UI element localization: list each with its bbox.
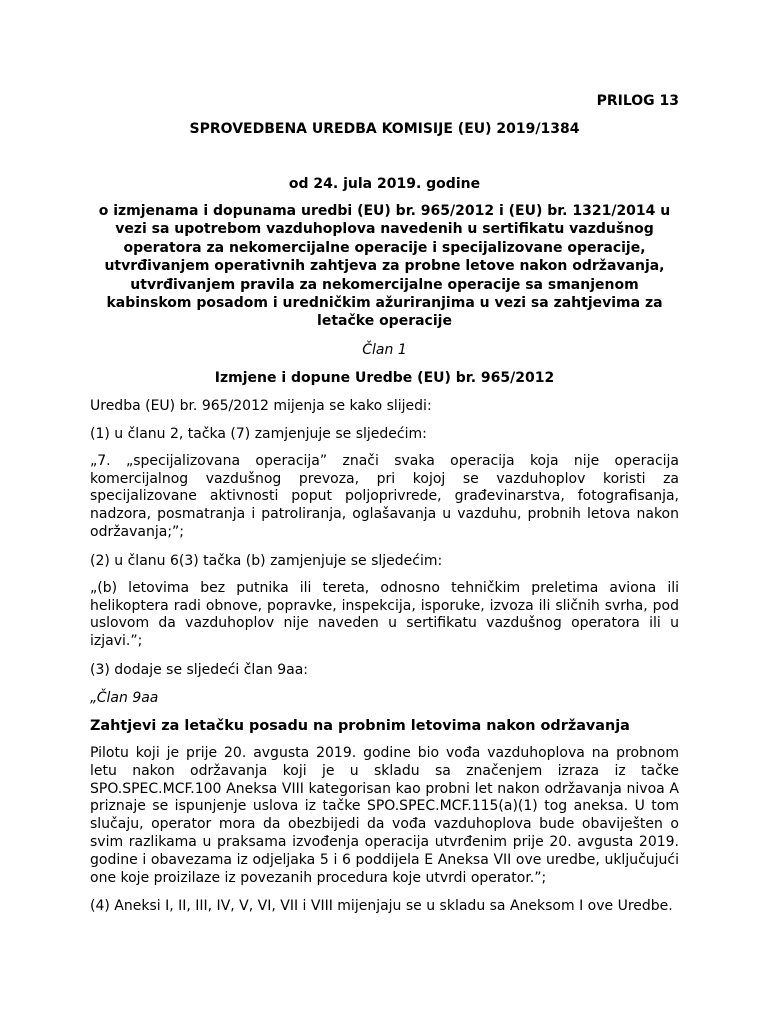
- regulation-date: od 24. jula 2019. godine: [288, 176, 481, 192]
- article-1-label: Član 1: [362, 341, 407, 358]
- point-2: (2) u članu 6(3) tačka (b) zamjenjuje se sljedećim:: [90, 552, 443, 569]
- point-4: (4) Aneksi I, II, III, IV, V, VI, VII i VIII mijenjaju se u skladu sa Aneksom I ove Uredbe.: [90, 898, 673, 915]
- point-1: (1) u članu 2, tačka (7) zamjenjuje se sljedećim:: [90, 425, 427, 442]
- point-2-text: „(b) letovima bez putnika ili tereta, odnosno tehničkim preletima aviona ili helikoptera radi obnove, popravke, inspekcija, isporuke, izvoza ili sličnih svrha, pod uslovom da vazduhoplov nije naveden u sertifikatu vazdušnog operatora ili u izjavi.”;: [90, 579, 679, 650]
- article-9aa-text: Pilotu koji je prije 20. avgusta 2019. godine bio vođa vazduhoplova na probnom letu nakon održavanja koji je u skladu sa značenjem izraza iz tačke SPO.SPEC.MCF.100 Aneksa VIII kategorisan kao probni let nakon održavanja nivoa A priznaje se ispunjenje uslova iz tačke SPO.SPEC.MCF.115(a)(1) tog aneksa. U tom slučaju, operator mora da obezbijedi da vođa vazduhoplova bude obaviješten o svim razlikama u praksama izvođenja operacija utvrđenim prije 20. avgusta 2019. godine i obavezama iz odjeljaka 5 i 6 poddijela E Aneksa VII ove uredbe, uključujući one koje proizilaze iz povezanih procedura koje utvrdi operator.”;: [90, 745, 679, 886]
- point-1-text: „7. „specijalizovana operacija” znači svaka operacija koja nije operacija komercijalnog vazdušnog prevoza, pri kojoj se vazduhoplov koristi za specijalizovane aktivnosti poput poljoprivrede, građevinarstva, fotografisanja, nadzora, posmatranja i patroliranja, oglašavanja u vazduhu, probnih letova nakon održavanja;”;: [90, 452, 679, 541]
- regulation-title: SPROVEDBENA UREDBA KOMISIJE (EU) 2019/1384: [189, 121, 580, 137]
- regulation-subject: o izmjenama i dopunama uredbi (EU) br. 965/2012 i (EU) br. 1321/2014 u vezi sa upotrebom vazduhoplova navedenih u sertifikatu vazdušnog operatora za nekomercijalne operacije i specijalizovane operacije, utvrđivanjem operativnih zahtjeva za probne letove nakon održavanja, utvrđivanjem pravila za nekomercijalne operacije sa smanjenom kabinskom posadom i uredničkim ažuriranjima u vezi sa zahtjevima za letačke operacije: [98, 203, 671, 330]
- document-body: [90, 92, 679, 915]
- article-9aa-label: „Član 9aa: [90, 690, 159, 707]
- article-1-title: Izmjene i dopune Uredbe (EU) br. 965/2012: [214, 369, 555, 386]
- point-3: (3) dodaje se sljedeći član 9aa:: [90, 662, 309, 679]
- article-9aa-title: Zahtjevi za letačku posadu na probnim letovima nakon održavanja: [90, 718, 630, 735]
- intro-paragraph: Uredba (EU) br. 965/2012 mijenja se kako slijedi:: [90, 397, 432, 414]
- annex-label: PRILOG 13: [596, 93, 679, 109]
